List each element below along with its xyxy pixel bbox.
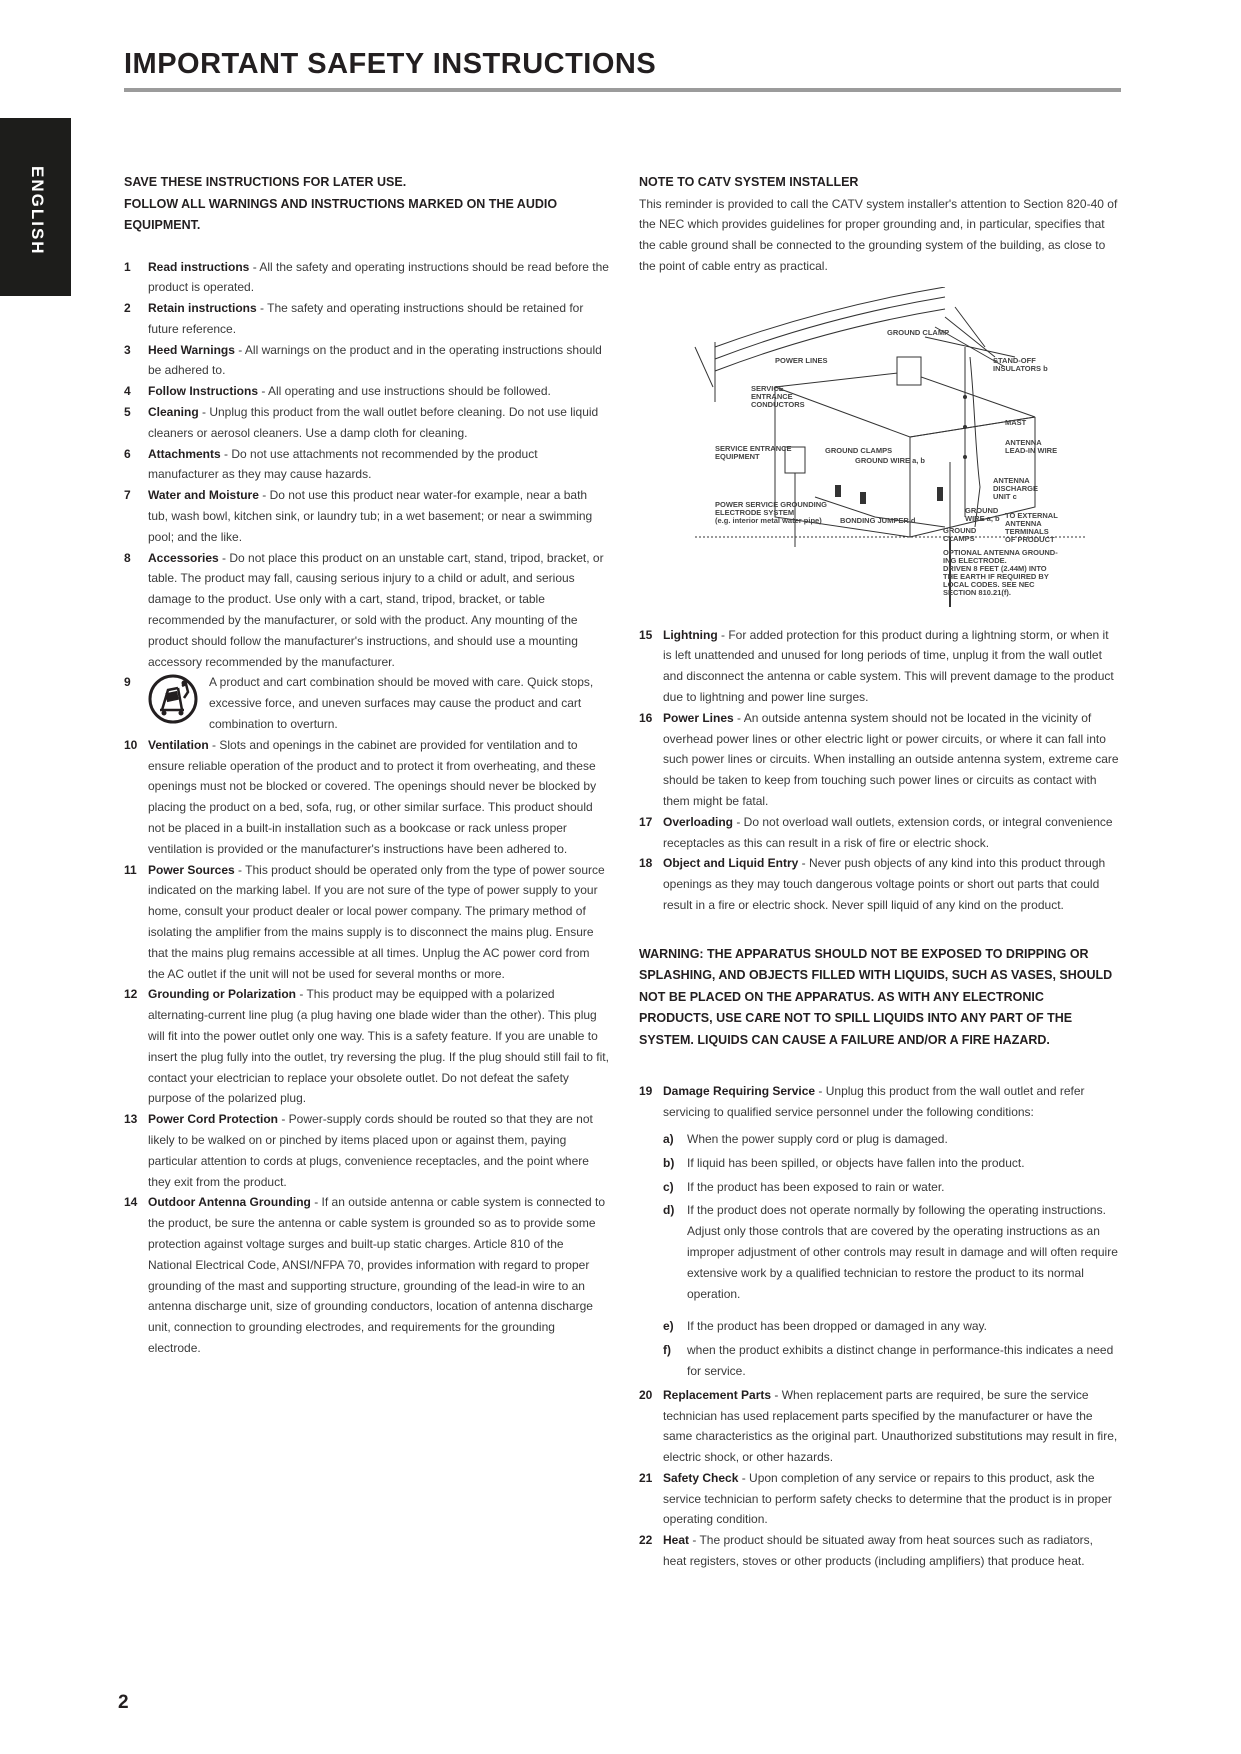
item-number: 18 xyxy=(639,856,653,871)
item-text: - If an outside antenna or cable system is connected to the product, be sure the antenna or cable system is grounded so as to provide some protection against voltage surges and built-up static charges. Article 810 of the National Electrical Code, ANSI/NFPA 70, provides information with regard to proper grounding of the mast and supporting structure, grounding of the lead-in wire to an antenna discharge unit, size of grounding conductors, location of antenna discharge unit, connection to grounding electrodes, and requirements for the grounding electrode. xyxy=(148,1195,606,1355)
item-title: Cleaning xyxy=(148,405,199,420)
list-item xyxy=(639,853,1119,915)
item-number: 13 xyxy=(124,1112,138,1127)
sub-item-letter: b) xyxy=(663,1155,675,1170)
sub-item-letter: c) xyxy=(663,1179,674,1194)
item-number: 14 xyxy=(124,1195,138,1210)
liquid-warning: WARNING: THE APPARATUS SHOULD NOT BE EXPOSED TO DRIPPING OR SPLASHING, AND OBJECTS FILLED WITH LIQUIDS, SUCH AS VASES, SHOULD NOT BE PLACED ON THE APPARATUS. AS WITH ANY ELECTRONIC PRODUCTS, USE CARE NOT TO SPILL LIQUIDS INTO ANY PART OF THE SYSTEM. LIQUIDS CAN CAUSE A FAILURE AND/OR A FIRE HAZARD. xyxy=(639,946,1113,1047)
item-title: Water and Moisture xyxy=(148,488,259,503)
sub-item-letter: f) xyxy=(663,1343,671,1358)
sub-item-text: If liquid has been spilled, or objects have fallen into the product. xyxy=(687,1155,1025,1170)
sub-item xyxy=(639,1340,1119,1382)
item-title: Read instructions xyxy=(148,259,250,274)
item-text: - Do not place this product on an unstable cart, stand, tripod, bracket, or table. The product may fall, causing serious injury to a child or adult, and serious damage to the product. Use only with a cart, stand, tripod, bracket, or table recommended by the manufacturer, or sold with the product. Any mounting of the product should follow the manufacturer's instructions, and should use a mounting accessory recommended by the manufacturer. xyxy=(148,550,604,669)
label-ground-wire: GROUND WIRE a, b xyxy=(855,455,926,465)
label-mast: MAST xyxy=(1005,417,1027,427)
item-text: - An outside antenna system should not be located in the vicinity of overhead power lines or other electric light or power circuits, or where it can fall into such power lines or circuits. When installing an outside antenna system, extreme care should be taken to keep from touching such power lines or circuits as contact with them might be fatal. xyxy=(663,710,1119,809)
catv-text: This reminder is provided to call the CATV system installer's attention to Section 820-40 of the NEC which provides guidelines for proper grounding and, in particular, specifies that the cable ground shall be connected to the grounding system of the building, as close to the point of cable entry as practical. xyxy=(639,196,1118,273)
item-text: - Never push objects of any kind into this product through openings as they may touch dangerous voltage points or short out parts that could result in a fire or electric shock. Never spill liquid of any kind on the product. xyxy=(663,856,1106,913)
label-service-entrance-equipment: SERVICE ENTRANCE EQUIPMENT xyxy=(715,443,792,461)
list-item xyxy=(639,1468,1119,1530)
antenna-grounding-diagram xyxy=(675,287,1085,617)
sub-item-text: If the product does not operate normally by following the operating instructions. Adjust only those controls that are covered by the operating instructions as an improper adjustment of other controls may result in damage and will often require extensive work by a qualified technician to restore the product to its normal operation. xyxy=(687,1203,1118,1301)
item-title: Damage Requiring Service xyxy=(663,1084,816,1099)
list-item xyxy=(124,444,609,486)
item-text: - The safety and operating instructions should be retained for future reference. xyxy=(148,301,584,336)
item-text: - Power-supply cords should be routed so that they are not likely to be walked on or pinched by items placed upon or against them, paying particular attention to cords at plugs, convenience receptacles, and the point where they exit from the product. xyxy=(148,1112,593,1189)
list-item xyxy=(124,984,609,1109)
item-number: 4 xyxy=(124,384,131,399)
list-item xyxy=(639,1385,1119,1468)
item-number: 9 xyxy=(124,675,131,690)
item-number: 7 xyxy=(124,488,131,503)
label-ground-wire-2: GROUND WIRE a, b xyxy=(965,505,1000,523)
catv-heading: NOTE TO CATV SYSTEM INSTALLER xyxy=(639,175,859,189)
list-item xyxy=(124,381,609,402)
label-ground-clamps: GROUND CLAMPS xyxy=(825,445,893,455)
list-item xyxy=(124,485,609,547)
label-service-entrance-conductors: SERVICE ENTRANCE CONDUCTORS xyxy=(751,383,805,409)
intro-follow: FOLLOW ALL WARNINGS AND INSTRUCTIONS MARKED ON THE AUDIO EQUIPMENT. xyxy=(124,196,558,232)
cart-tipover-icon xyxy=(148,674,198,724)
list-item-cart-warning xyxy=(124,672,609,734)
label-insulators: INSULATORS b xyxy=(993,363,1048,373)
item-title: Grounding or Polarization xyxy=(148,987,296,1002)
label-antenna-discharge: ANTENNA DISCHARGE UNIT c xyxy=(993,475,1039,501)
item-text: - The product should be situated away from heat sources such as radiators, heat registers, stoves or other products (including amplifiers) that produce heat. xyxy=(663,1533,1094,1569)
item-number: 10 xyxy=(124,737,138,752)
page-number: 2 xyxy=(118,1692,129,1713)
label-stand-off: STAND-OFF xyxy=(993,355,1036,365)
item-number: 17 xyxy=(639,814,653,829)
item-text: - Do not overload wall outlets, extension cords, or integral convenience receptacles as this can result in a risk of fire or electric shock. xyxy=(663,814,1113,850)
item-title: Accessories xyxy=(148,550,219,565)
title-rule xyxy=(124,88,1121,92)
item-title: Power Lines xyxy=(663,710,734,725)
item-number: 6 xyxy=(124,446,131,461)
item-number: 20 xyxy=(639,1387,653,1402)
list-item xyxy=(639,1530,1119,1572)
item-title: Replacement Parts xyxy=(663,1387,772,1402)
item-number: 12 xyxy=(124,987,138,1002)
item-number: 11 xyxy=(124,862,137,877)
item-text: - All the safety and operating instructions should be read before the product is operated. xyxy=(148,259,609,295)
sub-item xyxy=(639,1177,1119,1198)
item-title: Lightning xyxy=(663,627,718,642)
item-title: Outdoor Antenna Grounding xyxy=(148,1195,311,1210)
language-tab xyxy=(0,118,71,296)
item-title: Attachments xyxy=(148,446,221,461)
item-title: Object and Liquid Entry xyxy=(663,856,799,871)
item-text: - Unplug this product from the wall outlet and refer servicing to qualified service personnel under the following conditions: xyxy=(663,1084,1085,1120)
item-title: Overloading xyxy=(663,814,734,829)
sub-item-text: When the power supply cord or plug is damaged. xyxy=(687,1131,948,1146)
label-to-external: TO EXTERNAL ANTENNA TERMINALS OF PRODUCT xyxy=(1005,510,1058,544)
list-item xyxy=(124,735,609,860)
item-text: - Do not use attachments not recommended by the product manufacturer as they may cause hazards. xyxy=(148,446,538,482)
list-item xyxy=(124,1109,609,1192)
label-power-service-grounding: POWER SERVICE GROUNDING ELECTRODE SYSTEM (e.g. interior metal water pipe) xyxy=(715,499,827,525)
item-number: 15 xyxy=(639,627,653,642)
item-number: 21 xyxy=(639,1470,653,1485)
item-number: 3 xyxy=(124,342,131,357)
item-text: - Upon completion of any service or repairs to this product, ask the service technician to perform safety checks to determine that the product is in proper operating condition. xyxy=(663,1470,1112,1527)
item-text: A product and cart combination should be moved with care. Quick stops, excessive force, and uneven surfaces may cause the product and cart combination to overturn. xyxy=(209,675,594,732)
list-item xyxy=(124,1192,609,1358)
item-title: Retain instructions xyxy=(148,301,257,316)
left-column xyxy=(124,172,609,1359)
item-number: 1 xyxy=(124,259,131,274)
item-title: Heat xyxy=(663,1533,690,1548)
item-title: Power Sources xyxy=(148,862,235,877)
item-text: - Unplug this product from the wall outlet before cleaning. Do not use liquid cleaners or aerosol cleaners. Use a damp cloth for cleaning. xyxy=(148,405,599,440)
item-number: 16 xyxy=(639,710,653,725)
item-title: Safety Check xyxy=(663,1470,739,1485)
item-text: - All operating and use instructions should be followed. xyxy=(258,384,551,399)
list-item xyxy=(124,340,609,382)
item-title: Power Cord Protection xyxy=(148,1112,279,1127)
item-title: Follow Instructions xyxy=(148,384,258,399)
item-text: - For added protection for this product during a lightning storm, or when it is left unattended and unused for long periods of time, unplug it from the wall outlet and disconnect the antenna or cable system. This will prevent damage to the product due to lightning and power line surges. xyxy=(663,627,1114,705)
right-column xyxy=(639,172,1119,1572)
item-text: - When replacement parts are required, be sure the service technician has used replacement parts specified by the manufacturer or have the same characteristics as the original part. Unauthorized substitutions may result in fire, electric shock, or other hazards. xyxy=(663,1387,1118,1465)
list-item xyxy=(639,1081,1119,1123)
sub-item xyxy=(639,1153,1119,1174)
item-text: - All warnings on the product and in the operating instructions should be adhered to. xyxy=(148,342,602,378)
item-text: - Slots and openings in the cabinet are provided for ventilation and to ensure reliable operation of the product and to protect it from overheating, and these openings must not be blocked or covered. The openings should never be blocked by placing the product on a bed, sofa, rug, or other similar surface. This product should not be placed in a built-in installation such as a bookcase or rack unless proper ventilation is provided or the manufacturer's instructions have been adhered to. xyxy=(148,737,597,856)
item-title: Heed Warnings xyxy=(148,342,235,357)
list-item xyxy=(639,708,1119,812)
sub-item-text: If the product has been dropped or damaged in any way. xyxy=(687,1319,987,1334)
sub-item-letter: a) xyxy=(663,1131,674,1146)
list-item xyxy=(124,257,609,299)
label-ground-clamp: GROUND CLAMP xyxy=(887,327,950,337)
sub-item xyxy=(639,1129,1119,1150)
sub-item xyxy=(639,1316,1119,1337)
intro-save: SAVE THESE INSTRUCTIONS FOR LATER USE. xyxy=(124,175,407,189)
sub-item-text: when the product exhibits a distinct change in performance-this indicates a need for service. xyxy=(687,1343,1114,1378)
sub-item xyxy=(639,1200,1119,1304)
sub-item-letter: e) xyxy=(663,1319,674,1334)
label-antenna-lead-in: ANTENNA LEAD-IN WIRE xyxy=(1005,437,1058,455)
label-optional-electrode: OPTIONAL ANTENNA GROUND- ING ELECTRODE. DRIVEN 8 FEET (2.44M) INTO THE EARTH IF REQUIRED BY LOCAL CODES. SEE NEC SECTION 810.21(f). xyxy=(943,547,1058,597)
label-power-lines: POWER LINES xyxy=(775,355,828,365)
page-title: IMPORTANT SAFETY INSTRUCTIONS xyxy=(124,48,657,80)
list-item xyxy=(639,812,1119,854)
label-ground-clamps-2: GROUND CLAMPS xyxy=(943,525,977,543)
list-item xyxy=(124,402,609,444)
list-item xyxy=(124,548,609,673)
item-number: 8 xyxy=(124,550,131,565)
item-number: 2 xyxy=(124,301,131,316)
label-bonding-jumper: BONDING JUMPER d xyxy=(840,515,916,525)
list-item xyxy=(124,860,609,985)
item-text: - Do not use this product near water-for example, near a bath tub, wash bowl, kitchen sink, or laundry tub; in a wet basement; or near a swimming pool; and the like. xyxy=(148,488,593,544)
item-title: Ventilation xyxy=(148,737,209,752)
language-tab-label: ENGLISH xyxy=(28,166,47,256)
sub-item-text: If the product has been exposed to rain or water. xyxy=(687,1179,945,1194)
item-number: 5 xyxy=(124,405,131,420)
item-text: - This product should be operated only from the type of power source indicated on the marking label. If you are not sure of the type of power supply to your home, consult your product dealer or local power company. The primary method of isolating the amplifier from the mains supply is to disconnect the mains plug. Ensure that the mains plug remains accessible at all times. Unplug the AC power cord from the AC outlet if the unit will not be used for several months or more. xyxy=(148,862,605,981)
item-text: - This product may be equipped with a polarized alternating-current line plug (a plug having one blade wider than the other). This plug will fit into the power outlet only one way. This is a safety feature. If you are unable to insert the plug fully into the outlet, try reversing the plug. If the plug should still fail to fit, contact your electrician to replace your obsolete outlet. Do not defeat the safety purpose of the polarized plug. xyxy=(148,987,609,1106)
list-item xyxy=(639,625,1119,708)
item-number: 22 xyxy=(639,1533,653,1548)
item-number: 19 xyxy=(639,1084,653,1099)
list-item xyxy=(124,298,609,340)
sub-item-letter: d) xyxy=(663,1203,675,1218)
